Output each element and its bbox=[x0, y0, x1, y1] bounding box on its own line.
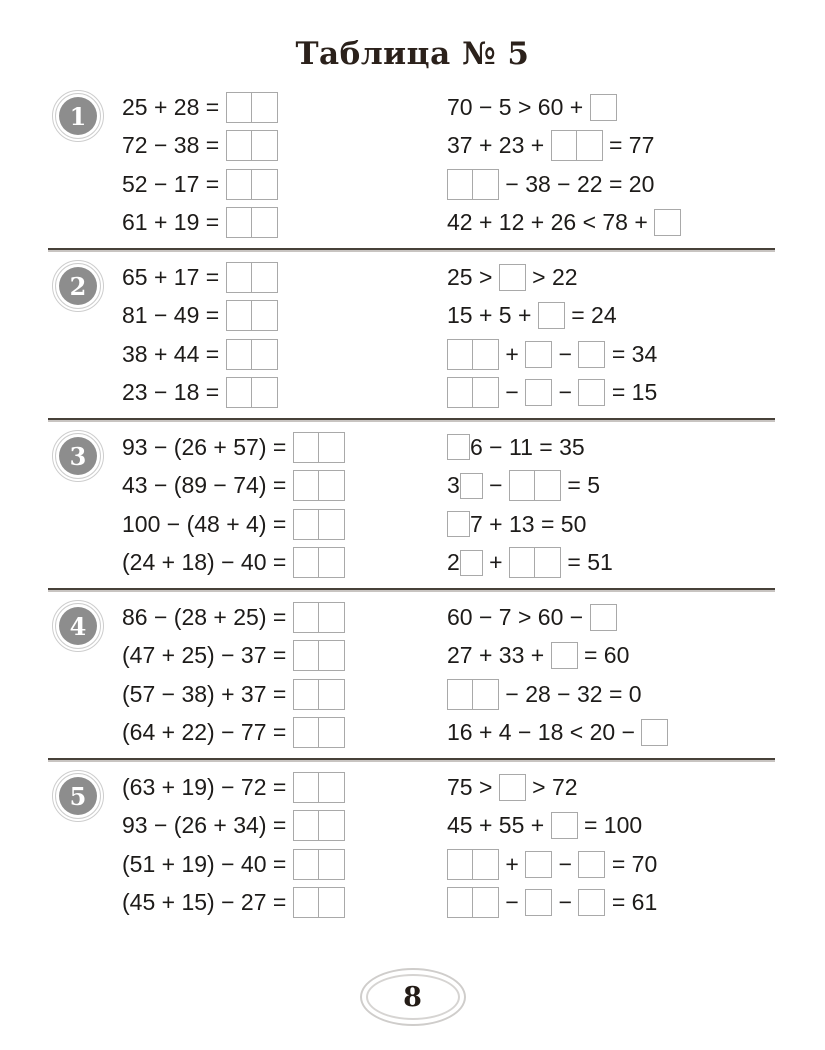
answer-box[interactable] bbox=[293, 602, 345, 633]
equation-row bbox=[122, 807, 447, 846]
answer-box-cell bbox=[641, 719, 668, 746]
answer-box-cell bbox=[473, 169, 499, 200]
equation-text: (63 + 19) − 72 = bbox=[122, 773, 293, 800]
answer-box[interactable] bbox=[509, 547, 561, 578]
left-equations-column bbox=[122, 88, 447, 242]
answer-box-cell bbox=[590, 94, 617, 121]
equation-text: = 70 bbox=[605, 850, 658, 877]
answer-box[interactable] bbox=[447, 169, 499, 200]
section-badge-column bbox=[48, 598, 122, 752]
page-number-oval bbox=[360, 968, 466, 1026]
answer-box[interactable] bbox=[654, 209, 681, 236]
answer-box[interactable] bbox=[293, 810, 345, 841]
answer-box-cell bbox=[319, 470, 345, 501]
equation-text: (57 − 38) + 37 = bbox=[122, 680, 293, 707]
equation-text: − 38 − 22 = 20 bbox=[499, 170, 655, 197]
answer-box-cell bbox=[447, 434, 470, 460]
equation-text: + bbox=[499, 850, 526, 877]
answer-box-cell bbox=[252, 92, 278, 123]
answer-box[interactable] bbox=[460, 550, 483, 576]
answer-box[interactable] bbox=[590, 94, 617, 121]
answer-box-cell bbox=[509, 547, 535, 578]
equation-row bbox=[447, 884, 775, 923]
answer-box[interactable] bbox=[447, 339, 499, 370]
equation-text: 45 + 55 + bbox=[447, 812, 551, 839]
equation-text: 27 + 33 + bbox=[447, 642, 551, 669]
answer-box[interactable] bbox=[499, 264, 526, 291]
answer-box[interactable] bbox=[447, 887, 499, 918]
equation-text: = 5 bbox=[561, 472, 601, 499]
answer-box-cell bbox=[578, 889, 605, 916]
equation-text: = 24 bbox=[564, 302, 617, 329]
answer-box[interactable] bbox=[226, 92, 278, 123]
equation-row bbox=[447, 544, 775, 583]
right-equations-column bbox=[447, 598, 775, 752]
equation-row bbox=[122, 335, 447, 374]
equation-text: 100 − (48 + 4) = bbox=[122, 510, 293, 537]
equation-row bbox=[122, 505, 447, 544]
equation-text: = 15 bbox=[605, 379, 658, 406]
equation-text: 37 + 23 + bbox=[447, 132, 551, 159]
answer-box-cell bbox=[473, 339, 499, 370]
equation-text: > 22 bbox=[525, 263, 578, 290]
answer-box[interactable] bbox=[578, 379, 605, 406]
answer-box-cell bbox=[252, 300, 278, 331]
equation-text: 6 − 11 = 35 bbox=[470, 433, 585, 460]
equation-row bbox=[447, 335, 775, 374]
equation-row bbox=[122, 165, 447, 204]
answer-box-cell bbox=[525, 889, 552, 916]
section-badge bbox=[52, 600, 104, 652]
right-equations-column bbox=[447, 258, 775, 412]
answer-box-cell bbox=[319, 509, 345, 540]
answer-box[interactable] bbox=[578, 851, 605, 878]
answer-box-cell bbox=[293, 547, 319, 578]
equation-text: 23 − 18 = bbox=[122, 379, 226, 406]
equation-row bbox=[447, 714, 775, 753]
answer-box-cell bbox=[551, 642, 578, 669]
answer-box-cell bbox=[473, 679, 499, 710]
answer-box[interactable] bbox=[538, 302, 565, 329]
equation-text: = 34 bbox=[605, 340, 658, 367]
answer-box-cell bbox=[473, 887, 499, 918]
answer-box-cell bbox=[535, 547, 561, 578]
answer-box-cell bbox=[654, 209, 681, 236]
equation-text: = 100 bbox=[577, 812, 643, 839]
equation-row bbox=[122, 884, 447, 923]
section-badge-column bbox=[48, 88, 122, 242]
equation-text: 16 + 4 − 18 < 20 − bbox=[447, 719, 642, 746]
equation-row bbox=[122, 768, 447, 807]
equation-text: 3 bbox=[447, 472, 460, 499]
answer-box[interactable] bbox=[293, 849, 345, 880]
answer-box[interactable] bbox=[551, 130, 603, 161]
answer-box-cell bbox=[319, 810, 345, 841]
answer-box[interactable] bbox=[293, 679, 345, 710]
answer-box-cell bbox=[525, 851, 552, 878]
equation-row bbox=[447, 297, 775, 336]
answer-box[interactable] bbox=[293, 509, 345, 540]
answer-box[interactable] bbox=[525, 889, 552, 916]
answer-box[interactable] bbox=[293, 772, 345, 803]
answer-box[interactable] bbox=[641, 719, 668, 746]
equation-row bbox=[447, 505, 775, 544]
section-badge bbox=[52, 90, 104, 142]
equation-row bbox=[122, 297, 447, 336]
equation-row bbox=[122, 88, 447, 127]
answer-box-cell bbox=[319, 679, 345, 710]
equation-text: = 77 bbox=[602, 132, 655, 159]
answer-box-cell bbox=[473, 849, 499, 880]
answer-box-cell bbox=[473, 377, 499, 408]
answer-box[interactable] bbox=[525, 341, 552, 368]
right-equations-column bbox=[447, 768, 775, 922]
equation-row bbox=[447, 845, 775, 884]
equation-text: 25 + 28 = bbox=[122, 93, 226, 120]
answer-box-cell bbox=[226, 339, 252, 370]
answer-box-cell bbox=[319, 602, 345, 633]
equation-text: (47 + 25) − 37 = bbox=[122, 642, 293, 669]
answer-box-cell bbox=[538, 302, 565, 329]
answer-box-cell bbox=[525, 379, 552, 406]
answer-box[interactable] bbox=[578, 889, 605, 916]
equation-row bbox=[447, 204, 775, 243]
equation-text: = 60 bbox=[577, 642, 630, 669]
equation-row bbox=[122, 127, 447, 166]
equation-text: > 72 bbox=[525, 773, 578, 800]
equation-row bbox=[447, 88, 775, 127]
answer-box-cell bbox=[293, 849, 319, 880]
equation-row bbox=[122, 428, 447, 467]
answer-box-cell bbox=[293, 772, 319, 803]
right-equations-column bbox=[447, 428, 775, 582]
exercise-section bbox=[48, 80, 775, 248]
equation-text: (45 + 15) − 27 = bbox=[122, 889, 293, 916]
answer-box-cell bbox=[226, 92, 252, 123]
answer-box-cell bbox=[447, 849, 473, 880]
answer-box[interactable] bbox=[578, 341, 605, 368]
answer-box-cell bbox=[252, 377, 278, 408]
equation-row bbox=[122, 675, 447, 714]
answer-box-cell bbox=[293, 509, 319, 540]
answer-box[interactable] bbox=[525, 851, 552, 878]
answer-box-cell bbox=[226, 207, 252, 238]
answer-box-cell bbox=[447, 377, 473, 408]
equation-text: − bbox=[552, 379, 579, 406]
equation-row bbox=[122, 714, 447, 753]
answer-box-cell bbox=[499, 264, 526, 291]
equation-text: 43 − (89 − 74) = bbox=[122, 472, 293, 499]
answer-box-cell bbox=[578, 851, 605, 878]
answer-box-cell bbox=[293, 679, 319, 710]
answer-box-cell bbox=[252, 207, 278, 238]
equation-row bbox=[447, 807, 775, 846]
answer-box[interactable] bbox=[447, 377, 499, 408]
equation-text: (64 + 22) − 77 = bbox=[122, 719, 293, 746]
section-badge bbox=[52, 770, 104, 822]
answer-box[interactable] bbox=[226, 207, 278, 238]
equation-row bbox=[122, 204, 447, 243]
answer-box[interactable] bbox=[509, 470, 561, 501]
answer-box-cell bbox=[460, 473, 483, 499]
answer-box-cell bbox=[226, 130, 252, 161]
answer-box[interactable] bbox=[551, 812, 578, 839]
equation-row bbox=[122, 544, 447, 583]
answer-box-cell bbox=[293, 602, 319, 633]
equation-row bbox=[122, 374, 447, 413]
exercise-section bbox=[48, 420, 775, 588]
answer-box[interactable] bbox=[447, 849, 499, 880]
answer-box-cell bbox=[551, 130, 577, 161]
answer-box[interactable] bbox=[293, 547, 345, 578]
answer-box-cell bbox=[252, 169, 278, 200]
equation-row bbox=[122, 637, 447, 676]
equation-text: − 28 − 32 = 0 bbox=[499, 680, 642, 707]
page-footer bbox=[0, 968, 825, 1026]
section-number: 3 bbox=[59, 437, 97, 475]
equation-text: 60 − 7 > 60 − bbox=[447, 603, 590, 630]
answer-box[interactable] bbox=[226, 130, 278, 161]
answer-box-cell bbox=[252, 262, 278, 293]
answer-box-cell bbox=[447, 511, 470, 537]
equation-text: 52 − 17 = bbox=[122, 170, 226, 197]
answer-box-cell bbox=[293, 432, 319, 463]
answer-box-cell bbox=[293, 887, 319, 918]
answer-box-cell bbox=[293, 470, 319, 501]
equation-row bbox=[122, 598, 447, 637]
equation-text: 2 bbox=[447, 549, 460, 576]
equation-text: 38 + 44 = bbox=[122, 340, 226, 367]
equation-row bbox=[447, 675, 775, 714]
answer-box-cell bbox=[252, 130, 278, 161]
section-number: 2 bbox=[59, 267, 97, 305]
answer-box[interactable] bbox=[226, 377, 278, 408]
equation-row bbox=[447, 598, 775, 637]
equation-text: (24 + 18) − 40 = bbox=[122, 549, 293, 576]
equation-text: 75 > bbox=[447, 773, 499, 800]
right-equations-column bbox=[447, 88, 775, 242]
answer-box-cell bbox=[319, 772, 345, 803]
section-badge bbox=[52, 260, 104, 312]
section-badge-column bbox=[48, 258, 122, 412]
answer-box[interactable] bbox=[293, 432, 345, 463]
equation-row bbox=[447, 165, 775, 204]
answer-box-cell bbox=[499, 774, 526, 801]
equation-text: 61 + 19 = bbox=[122, 209, 226, 236]
answer-box-cell bbox=[319, 717, 345, 748]
equation-text: 15 + 5 + bbox=[447, 302, 538, 329]
exercise-section bbox=[48, 250, 775, 418]
answer-box[interactable] bbox=[226, 169, 278, 200]
equation-text: 70 − 5 > 60 + bbox=[447, 93, 590, 120]
answer-box-cell bbox=[226, 300, 252, 331]
equation-row bbox=[122, 467, 447, 506]
answer-box[interactable] bbox=[226, 339, 278, 370]
answer-box-cell bbox=[551, 812, 578, 839]
answer-box[interactable] bbox=[590, 604, 617, 631]
answer-box-cell bbox=[509, 470, 535, 501]
answer-box-cell bbox=[319, 547, 345, 578]
equation-text: 72 − 38 = bbox=[122, 132, 226, 159]
answer-box[interactable] bbox=[293, 887, 345, 918]
answer-box-cell bbox=[447, 679, 473, 710]
answer-box-cell bbox=[447, 339, 473, 370]
equation-text: = 61 bbox=[605, 889, 658, 916]
equation-row bbox=[447, 258, 775, 297]
equation-row bbox=[122, 258, 447, 297]
answer-box-cell bbox=[319, 849, 345, 880]
answer-box-cell bbox=[226, 169, 252, 200]
equation-row bbox=[447, 637, 775, 676]
answer-box-cell bbox=[293, 810, 319, 841]
left-equations-column bbox=[122, 428, 447, 582]
left-equations-column bbox=[122, 768, 447, 922]
section-badge bbox=[52, 430, 104, 482]
answer-box[interactable] bbox=[460, 473, 483, 499]
equation-text: − bbox=[499, 379, 526, 406]
equation-text: 93 − (26 + 57) = bbox=[122, 433, 293, 460]
answer-box-cell bbox=[252, 339, 278, 370]
answer-box-cell bbox=[293, 640, 319, 671]
answer-box-cell bbox=[460, 550, 483, 576]
equation-text: − bbox=[552, 850, 579, 877]
answer-box[interactable] bbox=[293, 717, 345, 748]
answer-box-cell bbox=[578, 379, 605, 406]
equation-text: − bbox=[552, 340, 579, 367]
equation-text: + bbox=[482, 549, 510, 576]
equation-text: − bbox=[552, 889, 579, 916]
equation-text: 42 + 12 + 26 < 78 + bbox=[447, 209, 655, 236]
equation-row bbox=[447, 768, 775, 807]
equation-text: 93 − (26 + 34) = bbox=[122, 812, 293, 839]
answer-box[interactable] bbox=[447, 511, 470, 537]
equation-row bbox=[447, 467, 775, 506]
exercise-section bbox=[48, 590, 775, 758]
answer-box[interactable] bbox=[447, 434, 470, 460]
answer-box-cell bbox=[535, 470, 561, 501]
answer-box-cell bbox=[578, 341, 605, 368]
answer-box-cell bbox=[319, 432, 345, 463]
answer-box[interactable] bbox=[525, 379, 552, 406]
left-equations-column bbox=[122, 598, 447, 752]
equation-text: − bbox=[482, 472, 510, 499]
answer-box-cell bbox=[226, 262, 252, 293]
exercise-section bbox=[48, 760, 775, 928]
answer-box[interactable] bbox=[226, 300, 278, 331]
answer-box[interactable] bbox=[226, 262, 278, 293]
equation-text: + bbox=[499, 340, 526, 367]
equation-row bbox=[447, 374, 775, 413]
section-badge-column bbox=[48, 768, 122, 922]
answer-box-cell bbox=[590, 604, 617, 631]
section-badge-column bbox=[48, 428, 122, 582]
worksheet-content bbox=[48, 80, 775, 928]
answer-box[interactable] bbox=[551, 642, 578, 669]
answer-box[interactable] bbox=[293, 640, 345, 671]
equation-text: 25 > bbox=[447, 263, 499, 290]
answer-box-cell bbox=[447, 169, 473, 200]
equation-row bbox=[447, 428, 775, 467]
answer-box[interactable] bbox=[293, 470, 345, 501]
equation-text: 7 + 13 = 50 bbox=[470, 510, 587, 537]
page-number: 8 bbox=[403, 981, 422, 1013]
answer-box-cell bbox=[293, 717, 319, 748]
equation-text: 86 − (28 + 25) = bbox=[122, 603, 293, 630]
equation-text: 81 − 49 = bbox=[122, 302, 226, 329]
answer-box-cell bbox=[226, 377, 252, 408]
answer-box[interactable] bbox=[447, 679, 499, 710]
page-title: Таблица № 5 bbox=[295, 36, 530, 72]
answer-box-cell bbox=[447, 887, 473, 918]
equation-text: = 51 bbox=[561, 549, 613, 576]
section-number: 5 bbox=[59, 777, 97, 815]
answer-box-cell bbox=[577, 130, 603, 161]
section-number: 1 bbox=[59, 97, 97, 135]
equation-row bbox=[122, 845, 447, 884]
equation-text: (51 + 19) − 40 = bbox=[122, 850, 293, 877]
equation-text: − bbox=[499, 889, 526, 916]
answer-box-cell bbox=[319, 887, 345, 918]
equation-row bbox=[447, 127, 775, 166]
equation-text: 65 + 17 = bbox=[122, 263, 226, 290]
answer-box-cell bbox=[319, 640, 345, 671]
answer-box[interactable] bbox=[499, 774, 526, 801]
left-equations-column bbox=[122, 258, 447, 412]
section-number: 4 bbox=[59, 607, 97, 645]
answer-box-cell bbox=[525, 341, 552, 368]
